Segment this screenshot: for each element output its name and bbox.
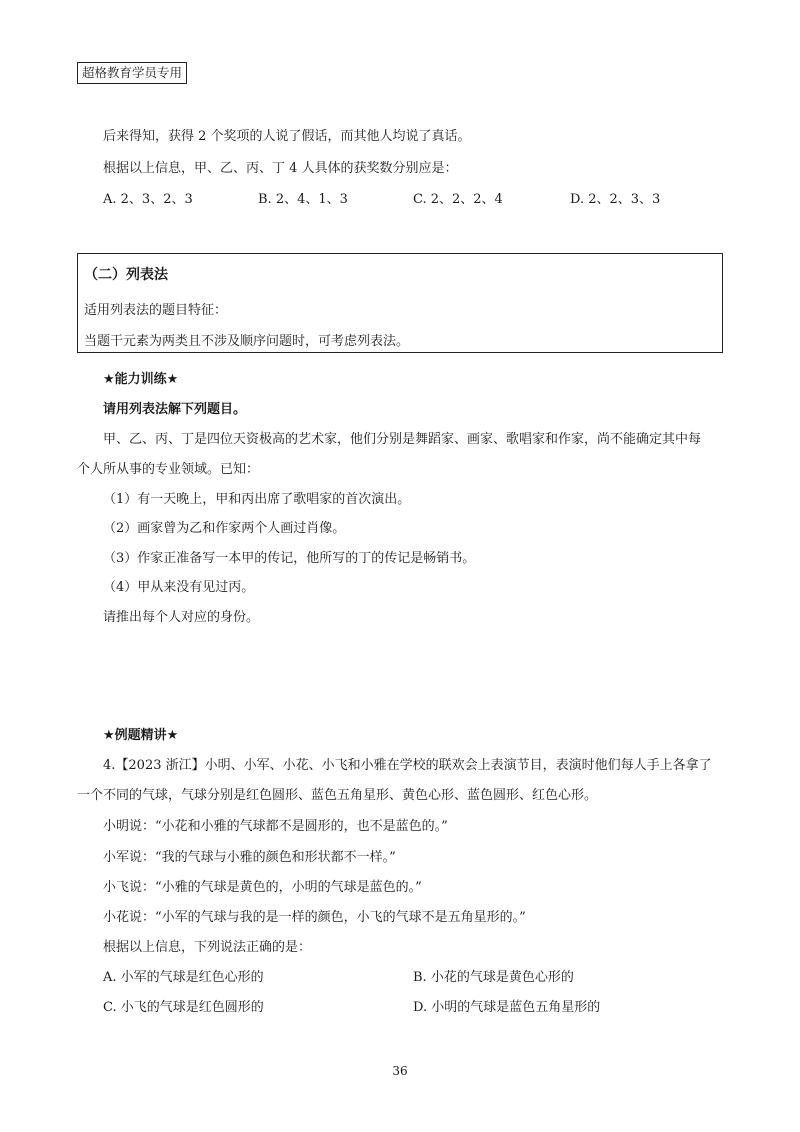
training-item-4: （4）甲从来没有见过丙。 xyxy=(103,580,255,595)
prev-question-line-2: 根据以上信息，甲、乙、丙、丁 4 人具体的获奖数分别应是： xyxy=(103,161,458,176)
method-line-1: 适用列表法的题目特征： xyxy=(84,303,228,318)
prev-option-a: A. 2、3、2、3 xyxy=(103,192,193,207)
training-item-1: （1）有一天晚上，甲和丙出席了歌唱家的首次演出。 xyxy=(103,492,411,507)
example-ask: 根据以上信息，下列说法正确的是： xyxy=(103,940,312,955)
training-ask: 请推出每个人对应的身份。 xyxy=(103,610,260,625)
training-item-2: （2）画家曾为乙和作家两个人画过肖像。 xyxy=(103,521,346,536)
training-instruction: 请用列表法解下列题目。 xyxy=(103,402,247,417)
method-title: （二）列表法 xyxy=(84,267,168,283)
example-option-d: D. 小明的气球是蓝色五角星形的 xyxy=(413,1000,601,1015)
example-option-a: A. 小军的气球是红色心形的 xyxy=(103,970,264,985)
prev-option-d: D. 2、2、3、3 xyxy=(570,192,661,207)
example-question-line-2: 一个不同的气球，气球分别是红色圆形、蓝色五角星形、黄色心形、蓝色圆形、红色心形。 xyxy=(77,788,598,803)
training-heading: ★能力训练★ xyxy=(103,372,179,387)
training-paragraph-line-1: 甲、乙、丙、丁是四位天资极高的艺术家，他们分别是舞蹈家、画家、歌唱家和作家，尚不能确定其中每 xyxy=(103,432,702,447)
training-item-3: （3）作家正准备写一本甲的传记，他所写的丁的传记是畅销书。 xyxy=(103,551,476,566)
example-option-c: C. 小飞的气球是红色圆形的 xyxy=(103,1000,264,1015)
example-question-line-1: 4.【2023 浙江】小明、小军、小花、小飞和小雅在学校的联欢会上表演节目，表演时他们每人手上各拿了 xyxy=(103,758,712,773)
example-statement-1: 小明说：“小花和小雅的气球都不是圆形的，也不是蓝色的。” xyxy=(103,819,448,834)
example-statement-4: 小花说：“小军的气球与我的是一样的颜色，小飞的气球不是五角星形的。” xyxy=(103,910,526,925)
prev-option-c: C. 2、2、2、4 xyxy=(413,192,503,207)
example-statement-2: 小军说：“我的气球与小雅的颜色和形状都不一样。” xyxy=(103,850,396,865)
header-label: 超格教育学员专用 xyxy=(77,62,187,84)
prev-option-b: B. 2、4、1、3 xyxy=(258,192,348,207)
example-heading: ★例题精讲★ xyxy=(103,728,179,743)
example-option-b: B. 小花的气球是黄色心形的 xyxy=(413,970,574,985)
example-statement-3: 小飞说：“小雅的气球是黄色的，小明的气球是蓝色的。” xyxy=(103,880,422,895)
prev-question-line-1: 后来得知，获得 2 个奖项的人说了假话，而其他人均说了真话。 xyxy=(103,129,471,144)
method-line-2: 当题干元素为两类且不涉及顺序问题时，可考虑列表法。 xyxy=(84,334,410,349)
training-paragraph-line-2: 个人所从事的专业领域。已知： xyxy=(77,462,260,477)
page-number: 36 xyxy=(392,1064,408,1078)
